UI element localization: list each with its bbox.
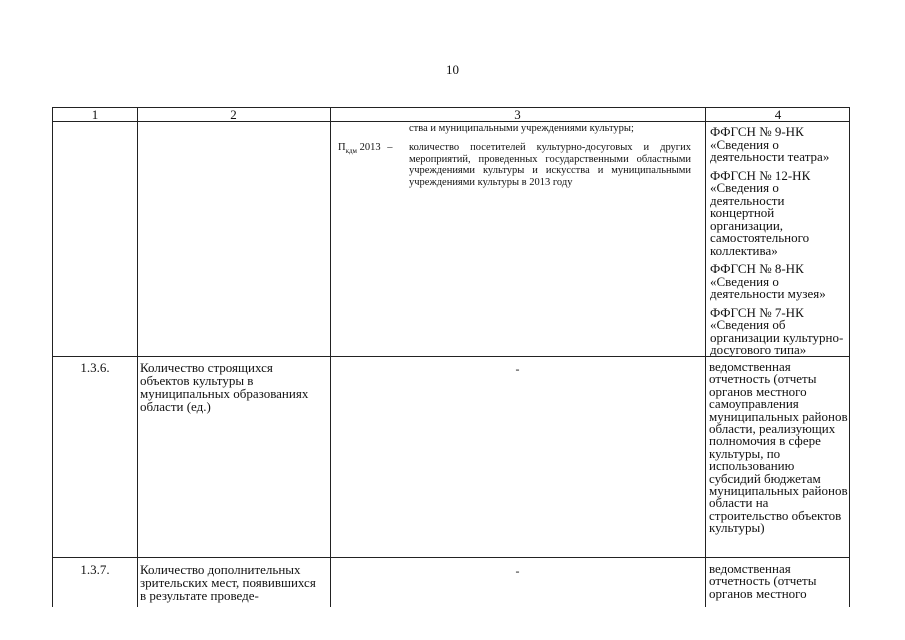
row-137-formula: - <box>515 564 520 578</box>
row-136-formula: - <box>515 362 520 376</box>
term-symbol: П <box>338 142 346 153</box>
source-form-7nk: ФФГСН № 7-НК «Сведения об организации культурно-досугового типа» <box>710 304 844 357</box>
row-divider-136 <box>53 356 849 357</box>
header-col-1: 1 <box>91 107 99 122</box>
row-137-indicator: Количество дополнительных зрительских мест, появившихся в результате проведе- <box>140 562 316 603</box>
indicators-table <box>52 107 850 607</box>
header-col-3: 3 <box>514 107 521 122</box>
sources-list <box>710 126 848 363</box>
continued-text-line: ства и муниципальными учреждениями культуры; <box>409 123 634 134</box>
row-137-source: ведомственная отчетность (отчеты органов местного <box>709 561 817 601</box>
formula-definition: количество посетителей культурно-досуговых и других мероприятий, проведенных государственными областными учреждениями культуры и искусства и муниципальными учреждениями культуры в 2013 году <box>409 142 691 188</box>
formula-term <box>338 142 410 158</box>
col-divider-1 <box>137 108 138 607</box>
source-form-8nk: ФФГСН № 8-НК «Сведения о деятельности музея» <box>710 261 826 301</box>
term-dash: – <box>387 142 393 153</box>
header-col-4: 4 <box>774 107 782 122</box>
term-subscript: кдм <box>345 147 357 156</box>
col-divider-2 <box>330 108 331 607</box>
header-bottom-line <box>53 121 849 122</box>
row-divider-137 <box>53 557 849 558</box>
row-137-number: 1.3.7. <box>80 562 110 577</box>
row-136-indicator: Количество строящихся объектов культуры в муниципальных образованиях области (ед.) <box>140 360 309 414</box>
source-form-9nk: ФФГСН № 9-НК «Сведения о деятельности театра» <box>710 124 830 164</box>
page-number: 10 <box>446 62 459 77</box>
header-col-2: 2 <box>230 107 237 122</box>
col-divider-3 <box>705 108 706 607</box>
row-136-number: 1.3.6. <box>80 360 110 375</box>
row-136-source: ведомственная отчетность (отчеты органов местного самоуправления муниципальных районов области, реализующих полномочия в сфере культуры, по использованию субсидий бюджетам муниципальных районов области на строительство объектов культуры) <box>709 359 848 536</box>
source-form-12nk: ФФГСН № 12-НК «Сведения о деятельности концертной организации, самостоятельного коллектива» <box>710 167 811 258</box>
term-year: 2013 <box>357 142 381 153</box>
